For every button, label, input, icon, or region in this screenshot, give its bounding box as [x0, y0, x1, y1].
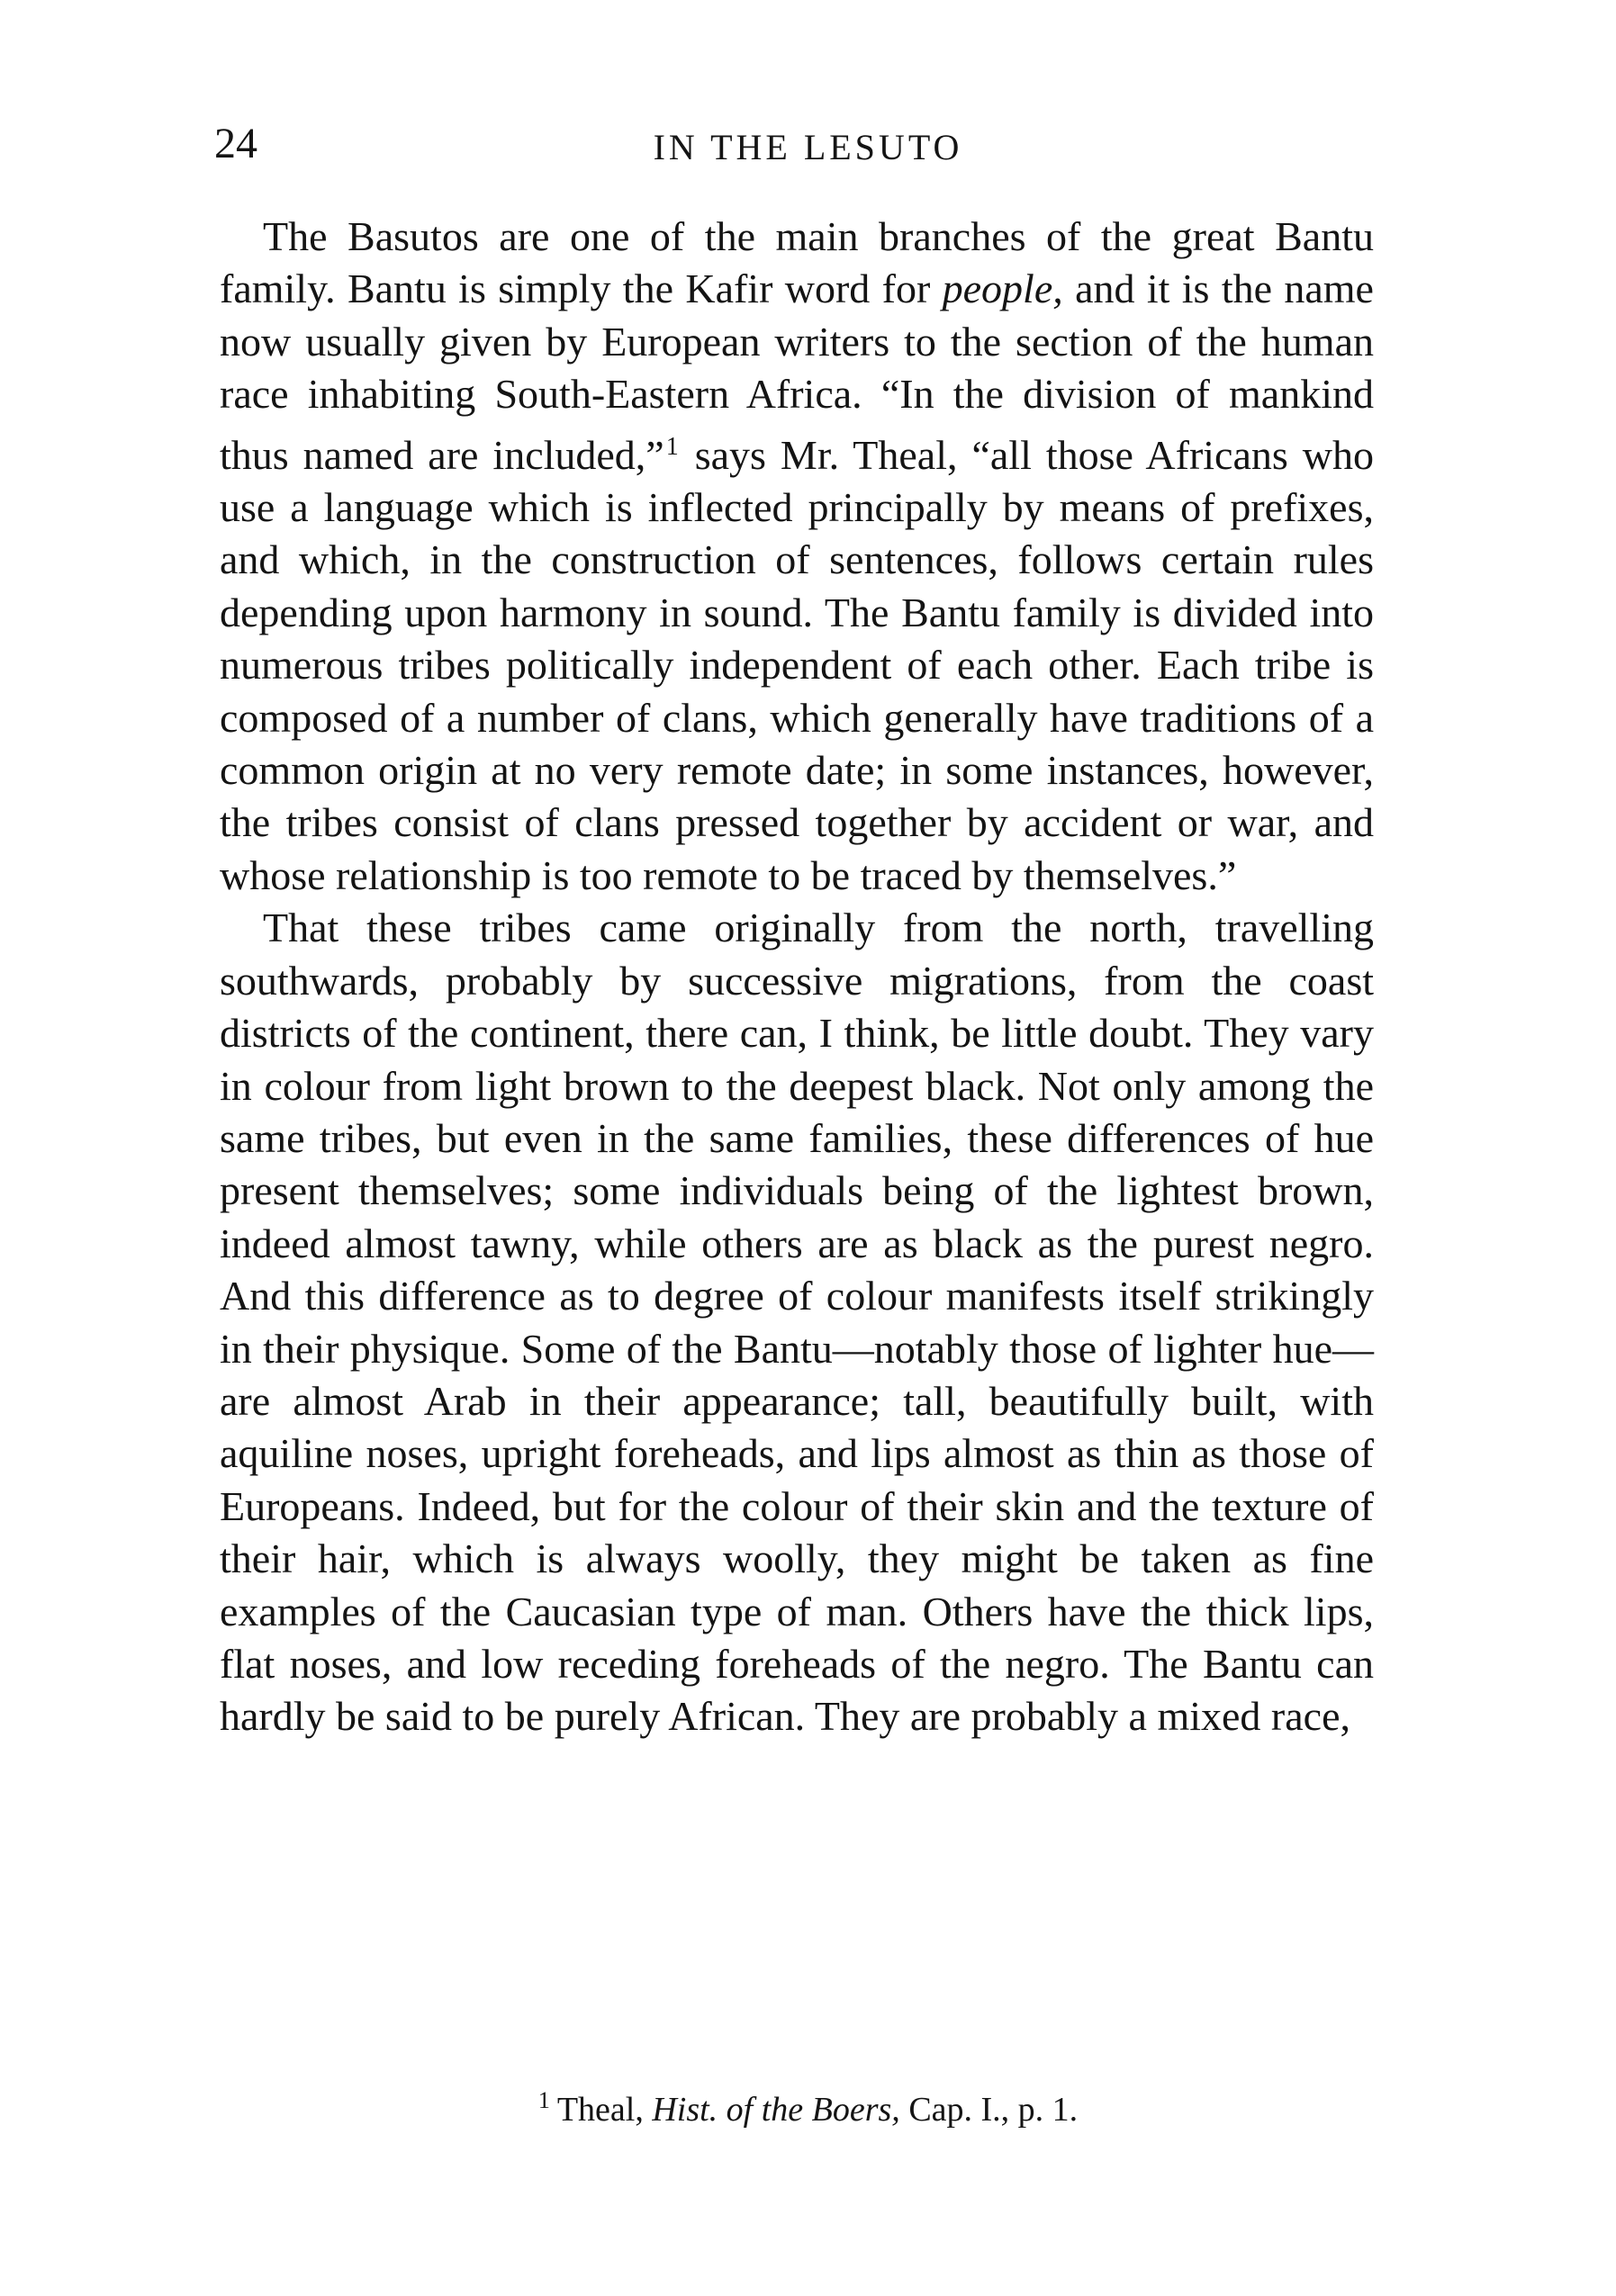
- running-head: IN THE LESUTO: [653, 127, 963, 167]
- paragraph-1-part-3: says Mr. Theal, “all those Africans who use a language which is inflected principally by means of prefixes, and which, in the construction of sentences, follows certain rules depending upon harmony in sound. The Bantu family is divided into numerous tribes politically independent of each other. Each tribe is composed of a number of clans, which generally have traditions of a common origin at no very remote date; in some instances, however, the tribes consist of clans pressed together by accident or war, and whose relationship is too remote to be traced by themselves.”: [220, 431, 1374, 898]
- footnote-citation: Cap. I., p. 1.: [908, 2091, 1079, 2129]
- paragraph-1-part-2: and it is the name now usually given by European writers to the section of the human race inhabiting South-Eastern Africa. “In the division of mankind thus named are included,”: [220, 266, 1374, 478]
- footnote-reference: 1: [665, 432, 679, 461]
- page-number: 24: [214, 120, 257, 167]
- paragraph-1-part-1: The Basutos are one of the main branches of the great Bantu family. Bantu is simply the Kafir word for: [220, 213, 1374, 312]
- paragraph-2: That these tribes came originally from the north, travelling southwards, probably by successive migrations, from the coast districts of the continent, there can, I think, be little doubt. They vary in colour from light brown to the deepest black. Not only among the same tribes, but even in the same families, these differences of hue present themselves; some individuals being of the lightest brown, indeed almost tawny, while others are as black as the purest negro. And this difference as to degree of colour manifests itself strikingly in their physique. Some of the Bantu—notably those of lighter hue—are almost Arab in their appearance; tall, beautifully built, with aquiline noses, upright foreheads, and lips almost as thin as those of Europeans. Indeed, but for the colour of their skin and the texture of their hair, which is always woolly, they might be taken as fine examples of the Caucasian type of man. Others have the thick lips, flat noses, and low receding foreheads of the negro. The Bantu can hardly be said to be purely African. They are probably a mixed race,: [220, 905, 1374, 1740]
- footnote-marker: 1: [537, 2087, 550, 2113]
- body-text: [220, 211, 1374, 1743]
- italic-word-people: people,: [942, 266, 1063, 312]
- paragraph-1: [220, 211, 1374, 902]
- footnote: [0, 2077, 1616, 2133]
- footnote-author: Theal,: [556, 2091, 644, 2129]
- footnote-title: Hist. of the Boers,: [652, 2091, 900, 2129]
